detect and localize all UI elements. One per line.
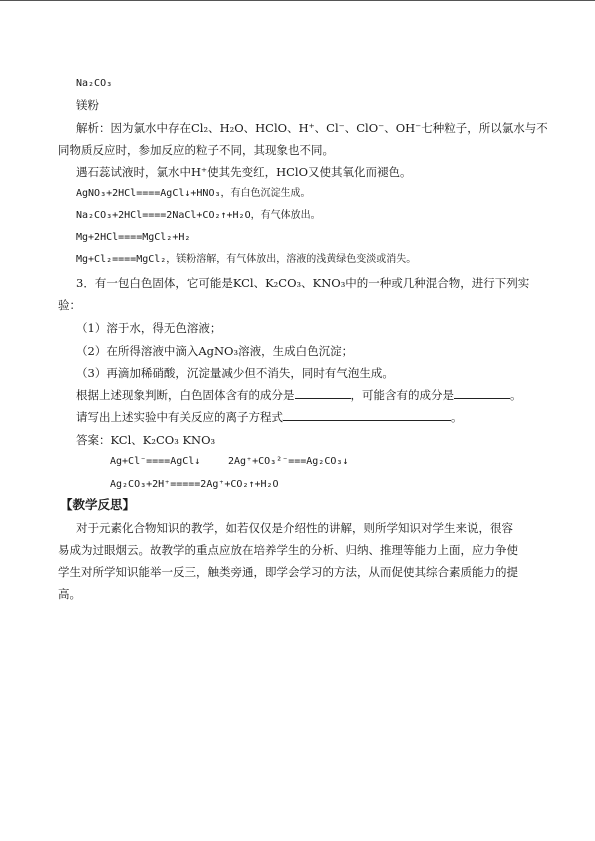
line-na2co3: Na₂CO₃: [76, 78, 113, 89]
analysis-line-2: 同物质反应时，参加反应的粒子不同，其现象也不同。: [58, 143, 334, 157]
answer-equation-1: Ag+Cl⁻====AgCl↓: [110, 456, 201, 467]
judge-text-c: 。: [510, 388, 522, 402]
answer-blank-contains: [295, 387, 351, 399]
question-3-line-2: 验：: [58, 298, 81, 312]
step-3: （3）再滴加稀硝酸，沉淀量减少但不消失，同时有气泡生成。: [76, 366, 394, 380]
write-question: [76, 409, 463, 425]
equation-agno3: AgNO₃+2HCl====AgCl↓+HNO₃，有白色沉淀生成。: [76, 188, 311, 199]
line-mg-powder: 镁粉: [76, 98, 99, 112]
answer-blank-ionic-equation: [283, 409, 451, 421]
equation-mg-hcl: Mg+2HCl====MgCl₂+H₂: [76, 232, 191, 243]
reflection-line-2: 易成为过眼烟云。故教学的重点应放在培养学生的分析、归纳、推理等能力上面，应力争使: [58, 543, 518, 557]
litmus-line: 遇石蕊试液时，氯水中H⁺使其先变红，HClO又使其氧化而褪色。: [76, 165, 412, 179]
reflection-heading: 【教学反思】: [60, 497, 136, 512]
write-text-b: 。: [451, 410, 463, 424]
answer-label: 答案：KCl、K₂CO₃ KNO₃: [76, 433, 216, 447]
write-text-a: 请写出上述实验中有关反应的离子方程式: [76, 410, 283, 424]
equation-na2co3: Na₂CO₃+2HCl====2NaCl+CO₂↑+H₂O，有气体放出。: [76, 210, 321, 221]
answer-blank-may-contain: [454, 387, 510, 399]
reflection-line-4: 高。: [58, 587, 81, 601]
judge-question: [76, 387, 522, 403]
step-1: （1）溶于水，得无色溶液；: [76, 321, 222, 335]
answer-equation-2: 2Ag⁺+CO₃²⁻===Ag₂CO₃↓: [228, 456, 349, 467]
step-2: （2）在所得溶液中滴入AgNO₃溶液，生成白色沉淀；: [76, 344, 354, 358]
page-top-rule: [0, 0, 595, 1]
judge-text-a: 根据上述现象判断，白色固体含有的成分是: [76, 388, 295, 402]
reflection-line-3: 学生对所学知识能举一反三，触类旁通，即学会学习的方法，从而促使其综合素质能力的提: [58, 565, 518, 579]
question-3-line-1: 3．有一包白色固体，它可能是KCl、K₂CO₃、KNO₃中的一种或几种混合物，进行下列实: [76, 276, 530, 290]
equation-mg-cl2: Mg+Cl₂====MgCl₂，镁粉溶解，有气体放出，溶液的浅黄绿色变淡或消失。: [76, 254, 417, 265]
judge-text-b: ，可能含有的成分是: [350, 388, 454, 402]
answer-equation-3: Ag₂CO₃+2H⁺=====2Ag⁺+CO₂↑+H₂O: [110, 479, 279, 490]
analysis-line-1: 解析：因为氯水中存在Cl₂、H₂O、HClO、H⁺、Cl⁻、ClO⁻、OH⁻七种粒子，所以氯水与不: [76, 121, 548, 135]
reflection-line-1: 对于元素化合物知识的教学，如若仅仅是介绍性的讲解，则所学知识对学生来说，很容: [76, 521, 513, 535]
